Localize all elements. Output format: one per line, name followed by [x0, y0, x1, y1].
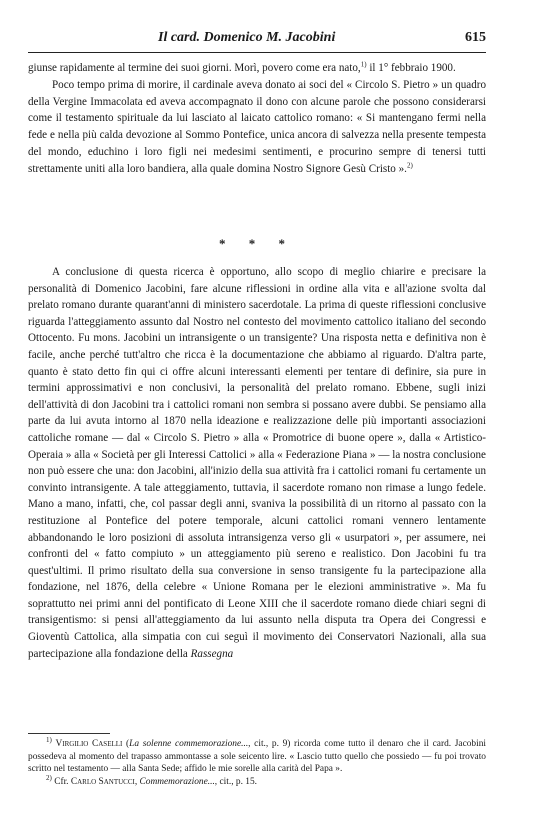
footnote-title: Commemorazione...: [139, 776, 215, 787]
section-one: [28, 60, 486, 178]
footnote-title: La solenne commemorazione...: [129, 739, 249, 749]
footnote-ref-2: 2): [406, 161, 413, 170]
footnote-author: Virgilio Caselli: [55, 739, 123, 749]
footnote-mark: 2): [46, 773, 52, 782]
footnote-1: $^{1)}$ Virgilio Caselli (La solenne commemorazione..., cit., p. 9) ricorda come tutto il denaro che il card. Jacobini possedeva al momento del trapasso ammontasse a sole seicento lire. « Lascio tutto quello che possiedo — fu poi trovato scritto nel testamento — alla Santa Sede; affido le mie sorelle alla carità del Papa ».: [28, 735, 487, 775]
footnotes: [28, 735, 487, 788]
footnote-mark: 1): [46, 735, 52, 744]
header-rule: [28, 52, 486, 53]
footnote-author: Carlo Santucci: [70, 776, 135, 787]
footnote-2: $^{2)}$ Cfr. Carlo Santucci, Commemorazione..., cit., p. 15.: [46, 773, 257, 787]
footnote-rule: [28, 733, 110, 734]
paragraph-text: il 1° febbraio 1900.: [369, 62, 456, 74]
paragraph: [28, 264, 486, 662]
running-title: Il card. Domenico M. Jacobini: [158, 30, 336, 45]
section-separator: * * *: [219, 236, 295, 251]
paragraph-text: A conclusione di questa ricerca è opportuno, allo scopo di meglio chiarire e precisare la personalità di Domenico Jacobini, fare alcune riflessioni in ordine alla vita e all'azione svolta dal prelato romano durante quarant'anni di ministero sacerdotale. La prima di queste riflessioni conclusive riguarda l'atteggiamento assunto dal Nostro nel contesto del movimento cattolico italiano del secondo Ottocento. Fu mons. Jacobini un intransigente o un transigente? Una risposta netta e definitiva non è facile, anche perché tutt'altro che ricca è la documentazione che abbiamo al riguardo. D'altra parte, quanto è stato detto fin qui ci offre alcuni interessanti elementi per tentare di definire, sia pure in termini approssimativi e non conclusivi, la personalità del prelato romano. Ebbene, sugli inizi dell'attività di don Jacobini tra i cattolici romani non sembra si possano avere dubbi. Se pensiamo alla parte da lui avuta intorno al 1870 nella ideazione e realizzazione delle più importanti associazioni cattoliche romane — dal « Circolo S. Pietro » alla « Promotrice di buone opere », dalla « Artistico-Operaia » alla « Società per gli Interessi Cattolici » alla « Federazione Piana » — la nostra conclusione non può essere che una: don Jacobini, all'inizio della sua attività fra i cattolici romani fu certamente un convinto intransigente. A tale atteggiamento, tuttavia, il sacerdote romano non rimase a lungo fedele. Mano a mano, infatti, che, col passar degli anni, svaniva la possibilità di un ritorno al passato con la restituzione al Pontefice del potere temporale, alcuni cattolici romani vennero lentamente abbandonando le loro posizioni di assoluta intransigenza verso gli « usurpatori », per assumere, nei confronti del « fatto compiuto » un atteggiamento più sereno e realistico. Don Jacobini fu tra quest'ultimi. Il primo risultato della sua conversione in senso transigente fu la partecipazione alla fondazione, nel 1876, della celebre « Unione Romana per le elezioni amministrative ». Ma fu soprattutto nei primi anni del pontificato di Leone XIII che il sacerdote romano diede chiari segni di transigentismo: si pensi all'atteggiamento da lui assunto nella disputa tra Opera dei Congressi e Gioventù Cattolica, alla simpatia con cui seguì il movimento dei Conservatori Nazionali, alla sua partecipazione alla fondazione della: [28, 266, 486, 660]
paragraph-tail: Rassegna: [190, 647, 234, 660]
paragraph-continuation: [28, 60, 486, 77]
footnote-prefix: Cfr.: [54, 776, 69, 787]
section-two: [28, 264, 486, 662]
paragraph: [28, 77, 486, 178]
paragraph-text: Poco tempo prima di morire, il cardinale aveva donato ai soci del « Circolo S. Pietro » un quadro della Vergine Immacolata ed aveva accompagnato il dono con alcune parole che possono considerarsi come il testamento spirituale da lui lasciato al laicato cattolico romano: « Si mantengano fermi nella fede e nella più calda devozione al Sommo Pontefice, unica ancora di salvezza nella presente tempesta del mondo, educhino i loro figli nei medesimi sentimenti, e procurino sempre di tenersi tutti strettamente uniti alla loro bandiera, alla quale domina Nostro Signore Gesù Cristo ».: [28, 78, 486, 175]
paragraph-text: giunse rapidamente al termine dei suoi giorni. Morì, povero come era nato,: [28, 62, 361, 74]
running-head: [28, 30, 486, 46]
footnote-text: , cit., p. 9) ricorda come tutto il denaro che il card. Jacobini possedeva al momento del trapasso ammontasse a sole seicento lire. « Lascio tutto quello che possiedo — fu poi trovato scritto nel testamento — alla Santa Sede; affido le mie sorelle alla carità del Papa ».: [28, 739, 487, 775]
footnote-text: , cit., p. 15.: [214, 776, 257, 787]
footnote-ref-1: 1): [360, 60, 367, 69]
page-number: 615: [465, 30, 486, 45]
